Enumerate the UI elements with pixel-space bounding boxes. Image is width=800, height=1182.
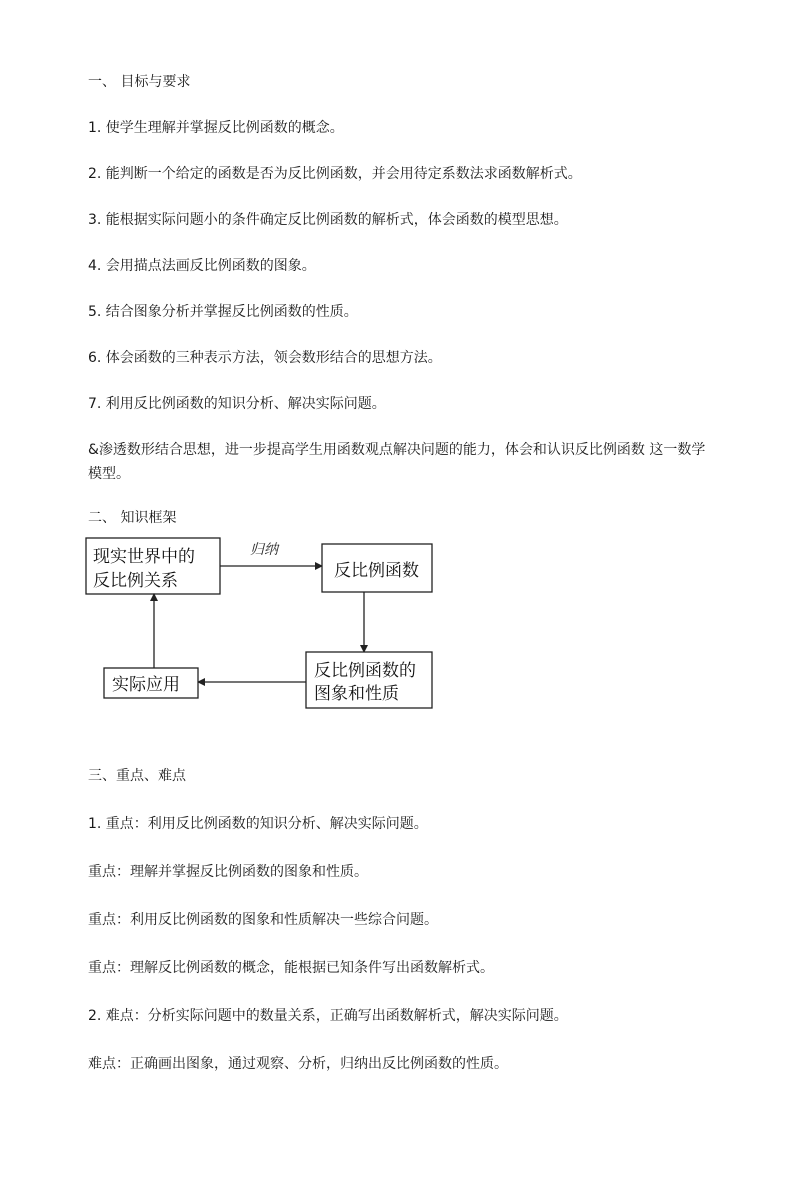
goal-item-2: 2. 能判断一个给定的函数是否为反比例函数，并会用待定系数法求函数解析式。 (88, 166, 582, 182)
goal-item-3: 3. 能根据实际问题小的条件确定反比例函数的解析式，体会函数的模型思想。 (88, 212, 568, 228)
section2-heading: 二、 知识框架 (88, 510, 177, 526)
key-item-1: 1. 重点：利用反比例函数的知识分析、解决实际问题。 (88, 816, 428, 832)
box-graph-line1: 反比例函数的 (314, 661, 416, 681)
key-item-2: 重点：理解并掌握反比例函数的图象和性质。 (88, 864, 368, 880)
difficulty-item-1: 2. 难点：分析实际问题中的数量关系，正确写出函数解析式，解决实际问题。 (88, 1008, 568, 1024)
arrow-label-induction: 归纳 (250, 542, 278, 558)
goal-item-6: 6. 体会函数的三种表示方法，领会数形结合的思想方法。 (88, 350, 442, 366)
difficulty-item-2: 难点：正确画出图象，通过观察、分析，归纳出反比例函数的性质。 (88, 1056, 508, 1072)
goal-item-1: 1. 使学生理解并掌握反比例函数的概念。 (88, 120, 344, 136)
section1-heading: 一、 目标与要求 (88, 74, 191, 90)
goal-item-7: 7. 利用反比例函数的知识分析、解决实际问题。 (88, 396, 386, 412)
goal-item-4: 4. 会用描点法画反比例函数的图象。 (88, 258, 316, 274)
key-item-4: 重点：理解反比例函数的概念，能根据已知条件写出函数解析式。 (88, 960, 494, 976)
goal-item-5: 5. 结合图象分析并掌握反比例函数的性质。 (88, 304, 358, 320)
knowledge-framework-diagram (84, 536, 444, 716)
goal-paragraph: &渗透数形结合思想，进一步提高学生用函数观点解决问题的能力，体会和认识反比例函数 这一数学模型。 (88, 442, 706, 482)
box-function-label: 反比例函数 (334, 561, 419, 581)
box-real-world-line1: 现实世界中的 (93, 547, 195, 567)
box-graph-line2: 图象和性质 (314, 684, 399, 704)
section3-heading: 三、重点、难点 (88, 768, 186, 784)
box-application-label: 实际应用 (112, 675, 180, 695)
key-item-3: 重点：利用反比例函数的图象和性质解决一些综合问题。 (88, 912, 438, 928)
box-real-world-line2: 反比例关系 (93, 571, 178, 591)
